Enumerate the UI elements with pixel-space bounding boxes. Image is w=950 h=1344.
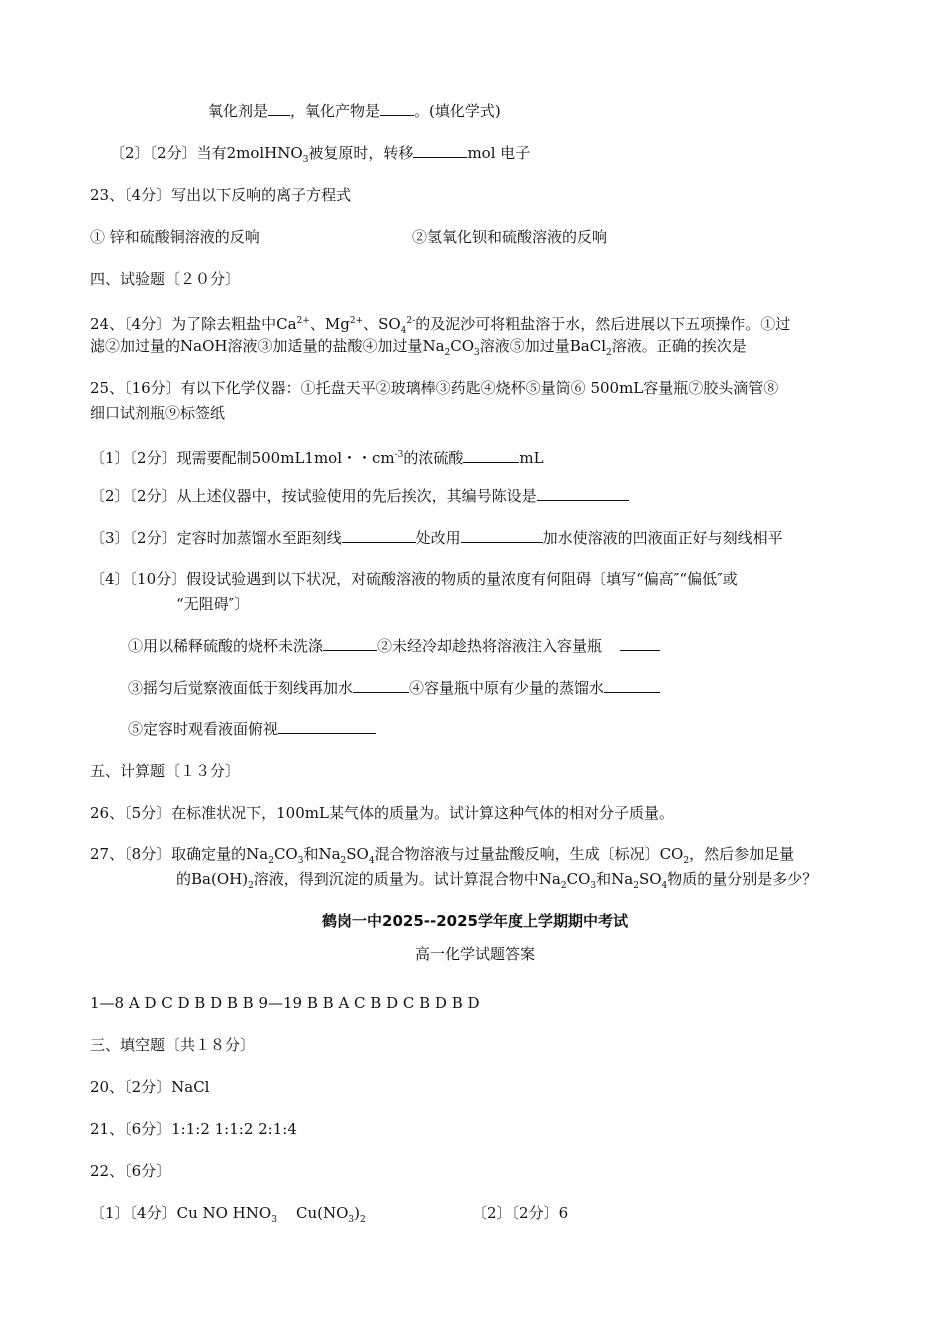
answer-title: 鹤岗一中2025--2025学年度上学期期中考试 [322,912,628,930]
question-24-line-2: 滤②加过量的NaOH溶液③加适量的盐酸④加过量$Na_2CO_3$溶液⑤加过量BaCl$_2$溶液。正确的挨次是 [90,337,747,358]
answer-choices: 1—8 A D C D B D B B 9—19 B B A C B D C B D B D [90,994,480,1012]
answer-20: 20、〔2分〕NaCl [90,1078,210,1096]
section-experiment: 四、试验题〔２０分〕 [90,270,241,288]
answer-blank[interactable] [461,527,543,543]
question-25-1: 〔1〕〔2分〕现需要配制500mL1mol・・$cm^{-3}$的浓硫酸 mL [90,449,544,467]
answer-blank[interactable] [620,635,660,651]
answer-blank[interactable] [278,718,376,734]
question-25-4-items-1: ①用以稀释硫酸的烧杯未洗涤 ②未经冷却趁热将溶液注入容量瓶 [128,635,660,657]
question-25-2: 〔2〕〔2分〕从上述仪器中，按试验使用的先后挨次，其编号陈设是 [90,485,629,507]
answer-blank[interactable] [380,100,414,116]
answer-section-fill: 三、填空题〔共１８分〕 [90,1036,256,1054]
question-23: 23、〔4分〕写出以下反响的离子方程式 [90,186,352,204]
answer-22-part-2: 〔2〕〔2分〕6 [472,1204,569,1222]
answer-22-detail: 〔1〕〔4分〕Cu NO $HNO_3$ $Cu(NO_3)_2$ [90,1204,366,1225]
question-25-4-line-2: “无阻碍″〕 [176,595,250,613]
question-27-line-1: 27、〔8分〕取确定量的$Na_2CO_3$和$Na_2SO_4$混合物溶液与过量盐酸反响，生成〔标况〕$CO_2$，然后参加足量 [90,845,795,866]
question-26: 26、〔5分〕在标准状况下，100mL某气体的质量为。试计算这种气体的相对分子质量。 [90,804,674,822]
answer-blank[interactable] [342,527,416,543]
answer-21: 21、〔6分〕1:1:2 1:1:2 2:1:4 [90,1120,297,1138]
question-27-line-2: 的$Ba(OH)_2$溶液，得到沉淀的质量为。试计算混合物中$Na_2CO_3$和$Na_2SO_4$物质的量分别是多少？ [176,870,818,891]
question-25-line-1: 25、〔16分〕有以下化学仪器：①托盘天平②玻璃棒③药匙④烧杯⑤量筒⑥ 500mL容量瓶⑦胶头滴管⑧ [90,379,779,397]
section-calculation: 五、计算题〔１３分〕 [90,762,241,780]
answer-blank[interactable] [323,635,377,651]
question-25-3: 〔3〕〔2分〕定容时加蒸馏水至距刻线 处改用 加水使溶液的凹液面正好与刻线相平 [90,529,783,547]
line-question-22-2: 〔2〕〔2分〕当有2molHNO$_3$被复原时，转移 mol 电子 [110,144,531,165]
answer-blank[interactable] [268,100,290,116]
question-25-4-items-3: ⑤定容时观看液面俯视 [128,718,376,740]
answer-blank[interactable] [537,485,629,501]
question-25-4-items-2: ③摇匀后觉察液面低于刻线再加水 ④容量瓶中原有少量的蒸馏水 [128,677,660,699]
answer-blank[interactable] [604,677,660,693]
question-25-4-line-1: 〔4〕〔10分〕假设试验遇到以下状况，对硫酸溶液的物质的量浓度有何阻碍〔填写“偏高″“偏低″或 [90,570,738,588]
answer-blank[interactable] [413,142,467,158]
answer-subtitle: 高一化学试题答案 [414,945,535,963]
question-25-line-2: 细口试剂瓶⑨标签纸 [90,404,226,422]
answer-blank[interactable] [463,447,519,463]
line-oxidant: 氧化剂是 ，氧化产物是 。(填化学式) [208,102,501,120]
question-23-part-2: ②氢氧化钡和硫酸溶液的反响 [412,228,608,246]
question-24-line-1: 24、〔4分〕为了除去粗盐中$Ca^{2+}$、$Mg^{2+}$、$SO_4^{2-}$的及泥沙可将粗盐溶于水，然后进展以下五项操作。①过 [90,315,791,336]
answer-22: 22、〔6分〕 [90,1162,172,1180]
answer-blank[interactable] [353,677,409,693]
question-23-parts: ① 锌和硫酸铜溶液的反响 [90,228,260,246]
